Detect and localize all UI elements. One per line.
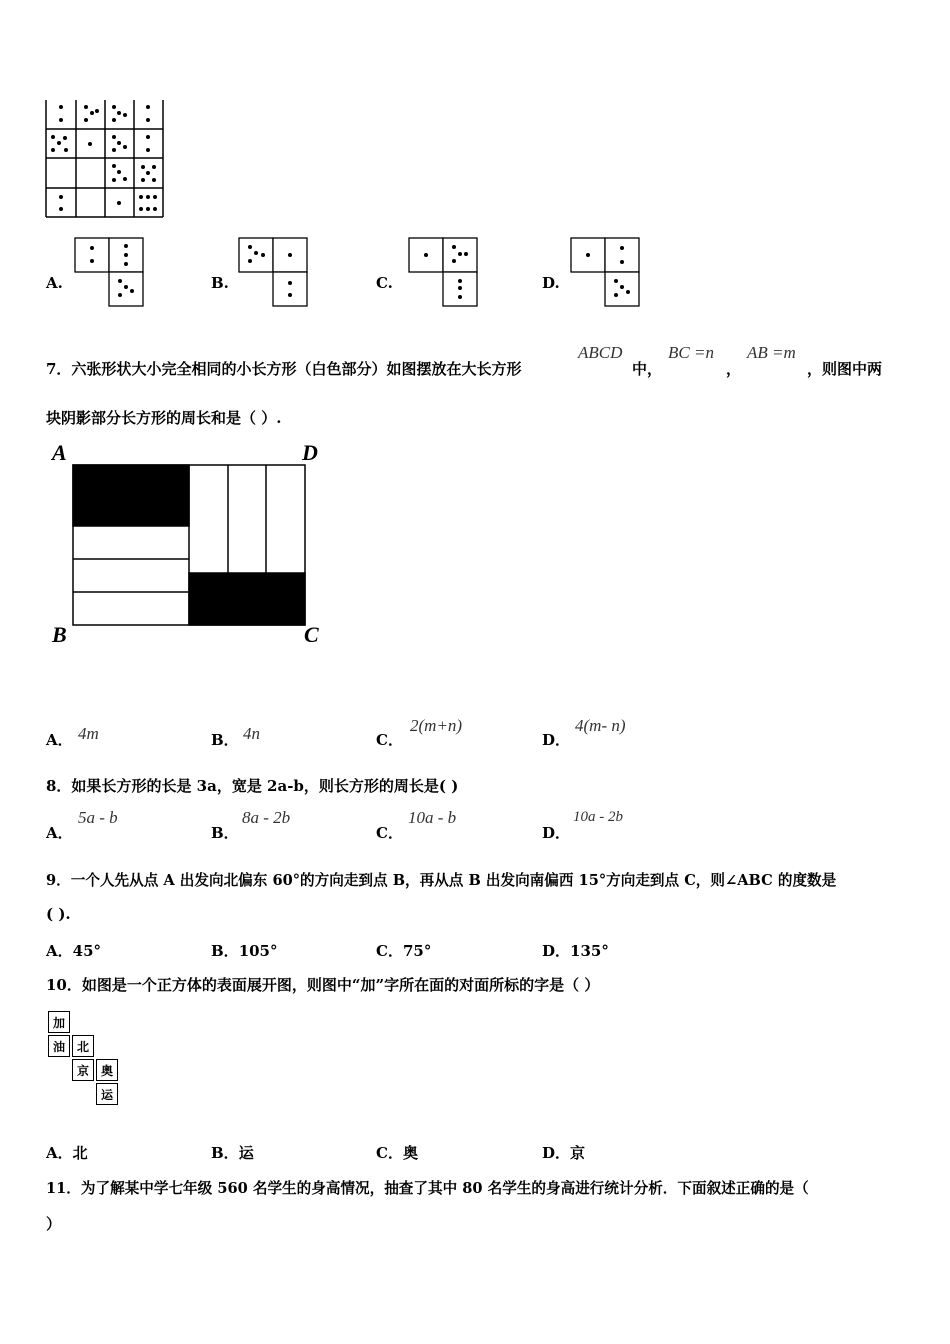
shaded-rect-top-left bbox=[73, 465, 189, 526]
q6-option-d-label[interactable]: D. bbox=[542, 274, 560, 292]
q10-option-a[interactable] bbox=[46, 1142, 88, 1163]
rectangle-diagram bbox=[48, 440, 338, 655]
q6-dice-grid bbox=[44, 100, 169, 224]
q9-option-d-value: 135° bbox=[570, 942, 609, 960]
net-face-yun: 运 bbox=[96, 1083, 118, 1105]
q9-option-d-label: D． bbox=[542, 942, 571, 960]
q10-option-d[interactable] bbox=[542, 1142, 585, 1163]
q7-option-a-value[interactable]: 4m bbox=[78, 724, 99, 743]
option-d-dice-figure bbox=[570, 237, 645, 312]
q9-option-c[interactable] bbox=[376, 940, 431, 961]
q7-rectangle-figure bbox=[48, 440, 338, 659]
q9-option-b-value: 105° bbox=[238, 942, 278, 960]
net-face-jing: 京 bbox=[72, 1059, 94, 1081]
q6-option-b-label[interactable]: B. bbox=[211, 274, 229, 292]
q11-line1: 11．为了解某中学七年级 560 名学生的身高情况，抽查了其中 80 名学生的身高进行统计分析．下面叙述正确的是（ bbox=[46, 1180, 809, 1197]
q8-option-a-label[interactable]: A． bbox=[46, 824, 73, 842]
q10-option-b-label: B． bbox=[211, 1144, 239, 1162]
q7-text-prefix: 7．六张形状大小完全相同的小长方形（白色部分）如图摆放在大长方形 bbox=[46, 360, 522, 378]
q10-option-a-label: A． bbox=[46, 1144, 73, 1162]
q9-option-c-value: 75° bbox=[402, 942, 432, 960]
q8-option-d-value[interactable]: 10a - 2b bbox=[573, 809, 623, 825]
q9-option-a[interactable] bbox=[46, 940, 101, 961]
q6-option-c-figure[interactable] bbox=[408, 237, 483, 316]
q8-option-c-value[interactable]: 10a - b bbox=[408, 808, 457, 827]
q11-line2: ） bbox=[46, 1215, 62, 1233]
net-face-you: 油 bbox=[48, 1035, 70, 1057]
q9-option-c-label: C． bbox=[376, 942, 403, 960]
q10-text: 10．如图是一个正方体的表面展开图，则图中“加”字所在面的对面所标的字是（ ） bbox=[46, 976, 600, 994]
q6-option-c-label[interactable]: C. bbox=[376, 274, 393, 292]
q9-option-d[interactable] bbox=[542, 940, 609, 961]
q7-math-ab: AB =m bbox=[747, 343, 796, 362]
q7-math-bc: BC =n bbox=[668, 343, 714, 362]
dice-grid-figure bbox=[44, 100, 169, 220]
q9-option-b-label: B． bbox=[211, 942, 239, 960]
q7-text-mid: 中， bbox=[632, 360, 663, 378]
option-b-dice-figure bbox=[238, 237, 313, 312]
net-face-jia: 加 bbox=[48, 1011, 70, 1033]
corner-d-label: D bbox=[302, 440, 318, 465]
q10-cube-net bbox=[48, 1011, 123, 1106]
q7-text-suffix: ，则图中两 bbox=[807, 360, 883, 378]
net-face-bei: 北 bbox=[72, 1035, 94, 1057]
corner-c-label: C bbox=[304, 622, 319, 647]
q7-option-d-value[interactable]: 4(m- n) bbox=[575, 716, 626, 735]
option-c-dice-figure bbox=[408, 237, 483, 312]
q9-option-a-value: 45° bbox=[72, 942, 102, 960]
q10-option-b-value: 运 bbox=[238, 1144, 254, 1162]
q7-line2: 块阴影部分长方形的周长和是（ ）. bbox=[46, 409, 282, 427]
q8-text: 8．如果长方形的长是 3a，宽是 2a-b，则长方形的周长是( ) bbox=[46, 777, 459, 795]
q9-option-b[interactable] bbox=[211, 940, 278, 961]
q10-option-c-value: 奥 bbox=[402, 1144, 418, 1162]
q7-option-d-label[interactable]: D． bbox=[542, 731, 571, 749]
q6-option-a-label[interactable]: A. bbox=[46, 274, 63, 292]
shaded-rect-bottom-right bbox=[189, 573, 305, 625]
q7-option-b-value[interactable]: 4n bbox=[243, 724, 260, 743]
q9-option-a-label: A． bbox=[46, 942, 73, 960]
q8-option-b-label[interactable]: B． bbox=[211, 824, 239, 842]
q8-option-c-label[interactable]: C． bbox=[376, 824, 403, 842]
corner-a-label: A bbox=[52, 440, 67, 465]
q10-option-b[interactable] bbox=[211, 1142, 254, 1163]
q10-option-c-label: C． bbox=[376, 1144, 403, 1162]
q7-comma: ， bbox=[726, 360, 742, 378]
option-a-dice-figure bbox=[74, 237, 149, 312]
corner-b-label: B bbox=[52, 622, 67, 647]
q8-option-b-value[interactable]: 8a - 2b bbox=[242, 808, 291, 827]
q10-option-d-label: D． bbox=[542, 1144, 571, 1162]
q7-option-c-label[interactable]: C． bbox=[376, 731, 403, 749]
q6-option-d-figure[interactable] bbox=[570, 237, 645, 316]
q10-option-d-value: 京 bbox=[570, 1144, 586, 1162]
q8-option-a-value[interactable]: 5a - b bbox=[78, 808, 118, 827]
q6-option-a-figure[interactable] bbox=[74, 237, 149, 316]
q9-line2: ( ). bbox=[46, 905, 71, 923]
q7-math-abcd: ABCD bbox=[578, 343, 623, 362]
q6-option-b-figure[interactable] bbox=[238, 237, 313, 316]
q10-option-a-value: 北 bbox=[72, 1144, 88, 1162]
q9-line1: 9．一个人先从点 A 出发向北偏东 60°的方向走到点 B，再从点 B 出发向南偏西 15°方向走到点 C，则∠ABC 的度数是 bbox=[46, 872, 837, 889]
q7-option-b-label[interactable]: B． bbox=[211, 731, 239, 749]
q7-option-c-value[interactable]: 2(m+n) bbox=[410, 716, 463, 735]
q7-option-a-label[interactable]: A． bbox=[46, 731, 73, 749]
q10-option-c[interactable] bbox=[376, 1142, 418, 1163]
q8-option-d-label[interactable]: D． bbox=[542, 824, 571, 842]
net-face-ao: 奥 bbox=[96, 1059, 118, 1081]
